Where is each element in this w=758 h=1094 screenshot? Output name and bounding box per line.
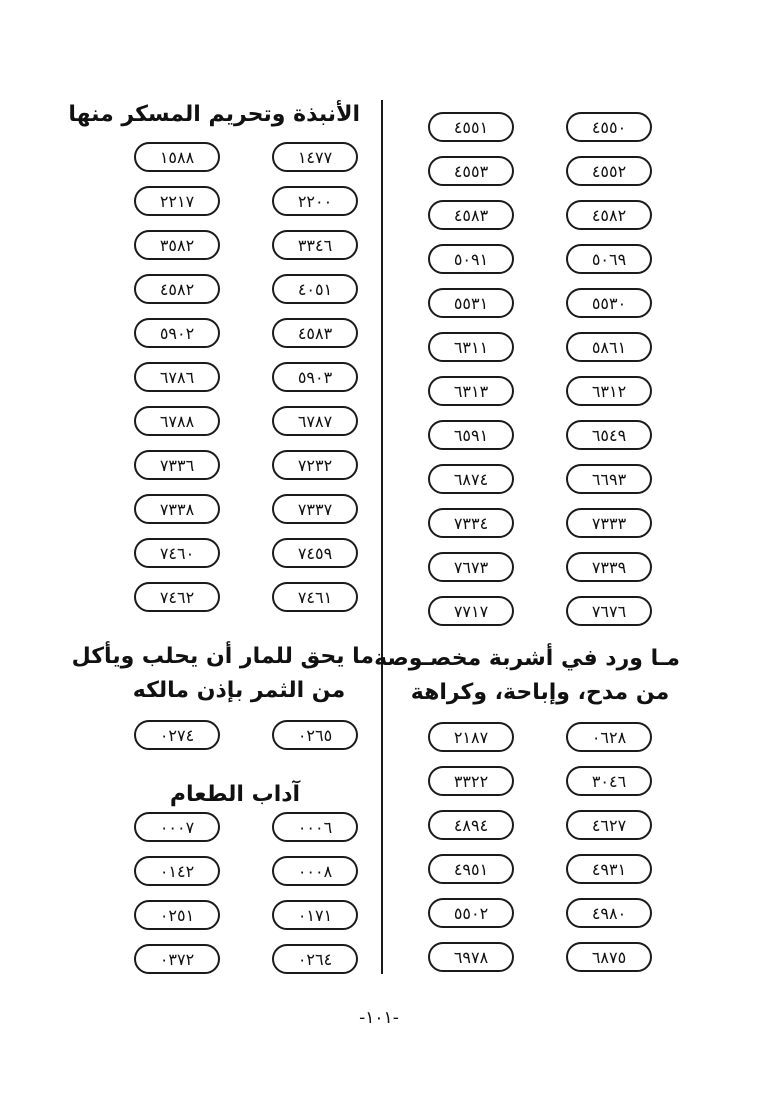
ref-number: ٤٦٢٧ (566, 810, 652, 840)
ref-number: ٥٠٩١ (428, 244, 514, 274)
ref-number: ٥٠٦٩ (566, 244, 652, 274)
ref-number: ١٤٧٧ (272, 142, 358, 172)
ref-number: ٠٢٦٤ (272, 944, 358, 974)
section-title-line: الأنبذة وتحريم المسكر منها (68, 102, 360, 127)
section-title-line: مـا ورد في أشربة مخصـوصة (374, 646, 680, 671)
ref-number: ٧٣٣٩ (566, 552, 652, 582)
ref-number: ٤٥٥٢ (566, 156, 652, 186)
ref-number: ٧٦٧٣ (428, 552, 514, 582)
ref-number: ٤٥٥٠ (566, 112, 652, 142)
ref-number: ٦٧٨٨ (134, 406, 220, 436)
ref-number: ٠٢٦٥ (272, 720, 358, 750)
ref-number: ٤٥٨٣ (272, 318, 358, 348)
ref-number: ٧٤٥٩ (272, 538, 358, 568)
ref-number: ٧٤٦١ (272, 582, 358, 612)
section-title-nabidh (68, 98, 360, 132)
ref-number: ٠٠٠٦ (272, 812, 358, 842)
ref-number: ٦٣١٢ (566, 376, 652, 406)
ref-number: ٦٩٧٨ (428, 942, 514, 972)
ref-number: ٢١٨٧ (428, 722, 514, 752)
ref-number: ٠٦٢٨ (566, 722, 652, 752)
ref-number: ٤٨٩٤ (428, 810, 514, 840)
ref-number: ٧٣٣٧ (272, 494, 358, 524)
ref-number: ٧٣٣٨ (134, 494, 220, 524)
section-title-line: من الثمر بإذن مالكه (132, 678, 346, 703)
ref-number: ٧٣٣٣ (566, 508, 652, 538)
ref-number: ٦٨٧٤ (428, 464, 514, 494)
right-section-2-grid (424, 722, 652, 986)
ref-number: ٦٥٩١ (428, 420, 514, 450)
ref-number: ٣٣٢٢ (428, 766, 514, 796)
ref-number: ٧٣٣٤ (428, 508, 514, 538)
ref-number: ٥٥٣١ (428, 288, 514, 318)
ref-number: ٦٣١١ (428, 332, 514, 362)
ref-number: ٤٥٨٣ (428, 200, 514, 230)
ref-number: ٠١٧١ (272, 900, 358, 930)
ref-number: ٧٤٦٢ (134, 582, 220, 612)
section-title-passerby (71, 640, 374, 708)
ref-number: ٣٣٤٦ (272, 230, 358, 260)
ref-number: ٥٩٠٢ (134, 318, 220, 348)
section-title-line: من مدح، وإباحة، وكراهة (410, 680, 670, 705)
column-divider (381, 100, 383, 974)
ref-number: ٣٥٨٢ (134, 230, 220, 260)
ref-number: ٥٥٣٠ (566, 288, 652, 318)
ref-number: ٤٩٥١ (428, 854, 514, 884)
ref-number: ٦٣١٣ (428, 376, 514, 406)
ref-number: ٥٥٠٢ (428, 898, 514, 928)
section-title-food-etiquette (150, 778, 320, 812)
ref-number: ٤٥٨٢ (134, 274, 220, 304)
ref-number: ١٥٨٨ (134, 142, 220, 172)
ref-number: ٢٢٠٠ (272, 186, 358, 216)
ref-number: ٦٥٤٩ (566, 420, 652, 450)
ref-number: ٢٢١٧ (134, 186, 220, 216)
section-title-line: ما يحق للمار أن يحلب ويأكل (71, 644, 374, 669)
ref-number: ٦٧٨٦ (134, 362, 220, 392)
ref-number: ٤٩٣١ (566, 854, 652, 884)
ref-number: ٦٧٨٧ (272, 406, 358, 436)
ref-number: ٧٤٦٠ (134, 538, 220, 568)
ref-number: ٤٠٥١ (272, 274, 358, 304)
ref-number: ٥٨٦١ (566, 332, 652, 362)
ref-number: ٠٢٧٤ (134, 720, 220, 750)
ref-number: ٧٢٣٢ (272, 450, 358, 480)
ref-number: ٦٦٩٣ (566, 464, 652, 494)
left-section-1-grid (130, 142, 358, 626)
ref-number: ٠٢٥١ (134, 900, 220, 930)
section-title-special-drinks (374, 642, 680, 710)
ref-number: ٠١٤٢ (134, 856, 220, 886)
ref-number: ٤٥٥١ (428, 112, 514, 142)
section-title-line: آداب الطعام (169, 782, 301, 807)
ref-number: ٧٦٧٦ (566, 596, 652, 626)
page-number: -١٠١- (359, 1008, 399, 1028)
ref-number: ٤٥٥٣ (428, 156, 514, 186)
left-section-2-grid (130, 720, 358, 764)
right-section-1-grid (424, 112, 652, 640)
ref-number: ٧٣٣٦ (134, 450, 220, 480)
ref-number: ٦٨٧٥ (566, 942, 652, 972)
ref-number: ٥٩٠٣ (272, 362, 358, 392)
ref-number: ٤٥٨٢ (566, 200, 652, 230)
left-section-3-grid (130, 812, 358, 988)
ref-number: ٠٠٠٨ (272, 856, 358, 886)
ref-number: ٧٧١٧ (428, 596, 514, 626)
ref-number: ٤٩٨٠ (566, 898, 652, 928)
ref-number: ٠٣٧٢ (134, 944, 220, 974)
ref-number: ٠٠٠٧ (134, 812, 220, 842)
ref-number: ٣٠٤٦ (566, 766, 652, 796)
